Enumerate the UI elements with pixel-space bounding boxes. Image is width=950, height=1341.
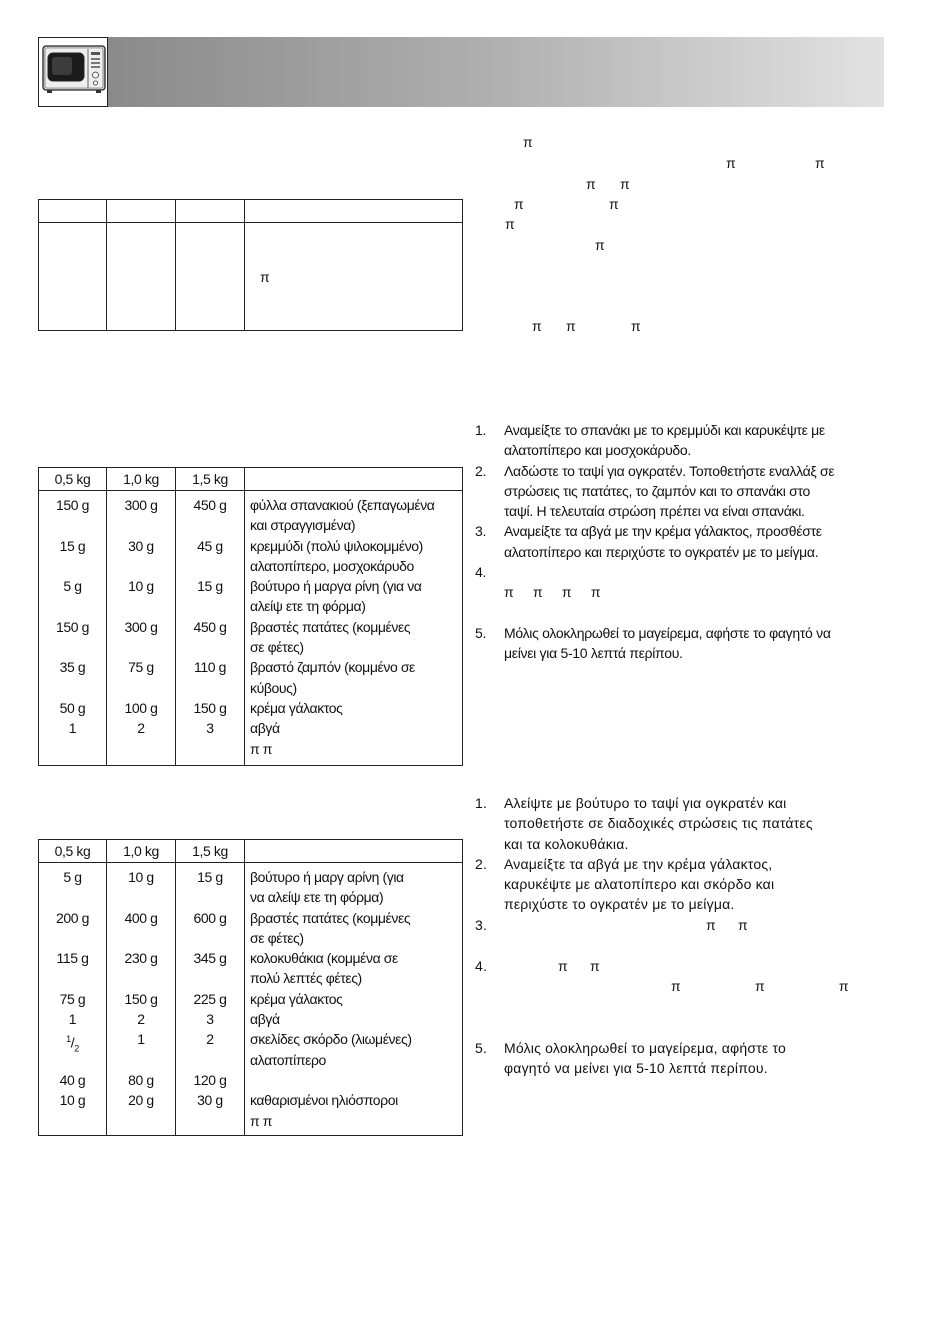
table-row xyxy=(39,657,463,698)
table-cell: 40 g xyxy=(39,1070,107,1090)
table-cell: 2 xyxy=(107,718,176,765)
table-header-cell: 1,0 kg xyxy=(107,840,176,863)
table-cell: κολοκυθάκια (κομμένα σε πολύ λεπτές φέτες) xyxy=(245,948,463,989)
list-item: 5. Μόλις ολοκληρωθεί το μαγείρεμα, αφήστε το φαγητό να μείνει για 5-10 λεπτά περίπου. xyxy=(475,1039,786,1077)
table-cell xyxy=(245,1070,463,1090)
table-row xyxy=(39,718,463,765)
table-row xyxy=(39,491,463,536)
stray-glyph: π xyxy=(620,176,630,192)
table-cell: 300 g xyxy=(107,617,176,658)
table-cell: 20 g xyxy=(107,1090,176,1135)
instructions-1 xyxy=(475,420,890,664)
table-cell: 5 g xyxy=(39,576,107,617)
stray-glyph: π xyxy=(609,196,619,212)
table-cell: 150 g xyxy=(176,698,245,718)
list-item: 2. Αναμείξτε τα αβγά με την κρέμα γάλακτος, καρυκέψτε με αλατοπίπερο και σκόρδο και περιχύστε το ογκρατέν με το μείγμα. xyxy=(475,855,775,913)
table-header-cell xyxy=(245,468,463,491)
table-cell: 35 g xyxy=(39,657,107,698)
table-cell: 15 g xyxy=(39,536,107,577)
table-header-cell xyxy=(245,200,463,223)
table-cell: 150 g xyxy=(39,491,107,536)
table-header-cell: 0,5 kg xyxy=(39,840,107,863)
table-cell: 200 g xyxy=(39,908,107,949)
table-row xyxy=(39,908,463,949)
table-row xyxy=(39,989,463,1009)
table-header-cell xyxy=(39,200,107,223)
table-stray-glyph: π xyxy=(260,269,270,285)
table-cell: σκελίδες σκόρδο (λιωμένες) αλατοπίπερο xyxy=(245,1029,463,1070)
table-cell: 30 g xyxy=(107,536,176,577)
stray-glyph: π xyxy=(586,176,596,192)
table-cell: 1 xyxy=(39,1009,107,1029)
table-row xyxy=(39,617,463,658)
table-row xyxy=(39,1029,463,1070)
table-cell xyxy=(176,223,245,331)
table-cell: 230 g xyxy=(107,948,176,989)
instructions-2 xyxy=(475,793,890,1078)
list-item: 1. Αλείψτε με βούτυρο το ταψί για ογκρατέν και τοποθετήστε σε διαδοχικές στρώσεις τις πατάτες και τα κολοκυθάκια. xyxy=(475,795,813,852)
recipe-table-1 xyxy=(38,199,463,331)
recipe-table-2 xyxy=(38,467,463,766)
table-header-cell: 1,0 kg xyxy=(107,468,176,491)
list-item: 4. π π π π xyxy=(475,564,601,601)
table-cell: 120 g xyxy=(176,1070,245,1090)
stray-glyph: π xyxy=(726,155,736,171)
table-cell xyxy=(39,1029,107,1070)
stray-glyph: π xyxy=(595,237,605,253)
table-cell: 50 g xyxy=(39,698,107,718)
table-cell: 150 g xyxy=(107,989,176,1009)
table-cell: 345 g xyxy=(176,948,245,989)
list-item: 1. Αναμείξτε το σπανάκι με το κρεμμύδι και καρυκέψτε με αλατοπίπερο και μοσχοκάρυδο. xyxy=(475,422,825,459)
table-cell: 75 g xyxy=(39,989,107,1009)
table-cell: κρέμα γάλακτος xyxy=(245,698,463,718)
table-header-cell xyxy=(245,840,463,863)
list-item: 4. π π π π π xyxy=(475,957,849,995)
fraction: $^1/_2$ xyxy=(66,1034,79,1054)
table-header-cell: 1,5 kg xyxy=(176,468,245,491)
list-item: 2. Λαδώστε το ταψί για ογκρατέν. Τοποθετήστε εναλλάξ σε στρώσεις τις πατάτες, το ζαμπόν και το σπανάκι στο ταψί. Η τελευταία στρώση πρέπει να είναι σπανάκι. xyxy=(475,462,835,520)
table-cell: κρεμμύδι (πολύ ψιλοκομμένο) αλατοπίπερο, μοσχοκάρυδο xyxy=(245,536,463,577)
table-cell: αβγά xyxy=(245,1009,463,1029)
table-cell: 150 g xyxy=(39,617,107,658)
table-cell: 1 xyxy=(107,1029,176,1070)
microwave-icon-box xyxy=(38,37,108,107)
table-row xyxy=(39,223,463,331)
table-cell: 110 g xyxy=(176,657,245,698)
table-cell: καθαρισμένοι ηλιόσποροι π π xyxy=(245,1090,463,1135)
table-cell: 10 g xyxy=(39,1090,107,1135)
table-cell: 600 g xyxy=(176,908,245,949)
stray-glyph: π xyxy=(566,318,576,334)
table-cell: 100 g xyxy=(107,698,176,718)
table-cell: 2 xyxy=(176,1029,245,1070)
table-cell: 1 xyxy=(39,718,107,765)
table-row xyxy=(39,1090,463,1135)
table-cell: 10 g xyxy=(107,576,176,617)
stray-glyph: π xyxy=(505,216,515,232)
table-cell: βραστές πατάτες (κομμένες σε φέτες) xyxy=(245,908,463,949)
table-header-row xyxy=(39,200,463,223)
table-cell: κρέμα γάλακτος xyxy=(245,989,463,1009)
table-cell: 30 g xyxy=(176,1090,245,1135)
table-row xyxy=(39,948,463,989)
table-row xyxy=(39,863,463,908)
table-header-cell xyxy=(107,200,176,223)
table-cell: 15 g xyxy=(176,863,245,908)
table-cell: 5 g xyxy=(39,863,107,908)
table-cell: βραστό ζαμπόν (κομμένο σε κύβους) xyxy=(245,657,463,698)
list-item: 5. Μόλις ολοκληρωθεί το μαγείρεμα, αφήστε το φαγητό να μείνει για 5-10 λεπτά περίπου. xyxy=(475,625,831,662)
table-cell: 3 xyxy=(176,1009,245,1029)
table-cell xyxy=(107,223,176,331)
table-header-row xyxy=(39,468,463,491)
table-cell xyxy=(39,223,107,331)
page-header xyxy=(38,37,884,107)
table-cell: 45 g xyxy=(176,536,245,577)
table-cell xyxy=(245,223,463,331)
table-cell: 400 g xyxy=(107,908,176,949)
table-cell: 450 g xyxy=(176,491,245,536)
table-cell: 15 g xyxy=(176,576,245,617)
table-cell: 300 g xyxy=(107,491,176,536)
stray-glyph: π xyxy=(815,155,825,171)
table-cell: φύλλα σπανακιού (ξεπαγωμένα και στραγγισμένα) xyxy=(245,491,463,536)
table-row xyxy=(39,1009,463,1029)
table-cell: 2 xyxy=(107,1009,176,1029)
table-cell: βούτυρο ή μαργα ρίνη (για να αλείψ ετε τη φόρμα) xyxy=(245,576,463,617)
stray-glyph: π xyxy=(631,318,641,334)
table-cell: βραστές πατάτες (κομμένες σε φέτες) xyxy=(245,617,463,658)
table-cell: βούτυρο ή μαργ αρίνη (για να αλείψ ετε τη φόρμα) xyxy=(245,863,463,908)
table-cell: 10 g xyxy=(107,863,176,908)
table-cell: 225 g xyxy=(176,989,245,1009)
table-row xyxy=(39,576,463,617)
recipe-table-3 xyxy=(38,839,463,1136)
table-row xyxy=(39,698,463,718)
list-item: 3. Αναμείξτε τα αβγά με την κρέμα γάλακτος, προσθέστε αλατοπίπερο και περιχύστε το ογκρατέν με το μείγμα. xyxy=(475,523,822,560)
stray-glyph: π xyxy=(514,196,524,212)
table-cell: 3 xyxy=(176,718,245,765)
header-gradient-bar xyxy=(108,37,884,107)
stray-glyph: π xyxy=(523,134,533,150)
table-cell: 80 g xyxy=(107,1070,176,1090)
table-header-row xyxy=(39,840,463,863)
table-cell: 75 g xyxy=(107,657,176,698)
table-row xyxy=(39,536,463,577)
table-header-cell: 1,5 kg xyxy=(176,840,245,863)
table-cell: 450 g xyxy=(176,617,245,658)
table-cell: αβγά π π xyxy=(245,718,463,765)
stray-glyph: π xyxy=(532,318,542,334)
table-header-cell xyxy=(176,200,245,223)
microwave-icon xyxy=(39,38,107,106)
table-cell: 115 g xyxy=(39,948,107,989)
table-header-cell: 0,5 kg xyxy=(39,468,107,491)
table-row xyxy=(39,1070,463,1090)
list-item: 3. π π xyxy=(475,916,748,933)
